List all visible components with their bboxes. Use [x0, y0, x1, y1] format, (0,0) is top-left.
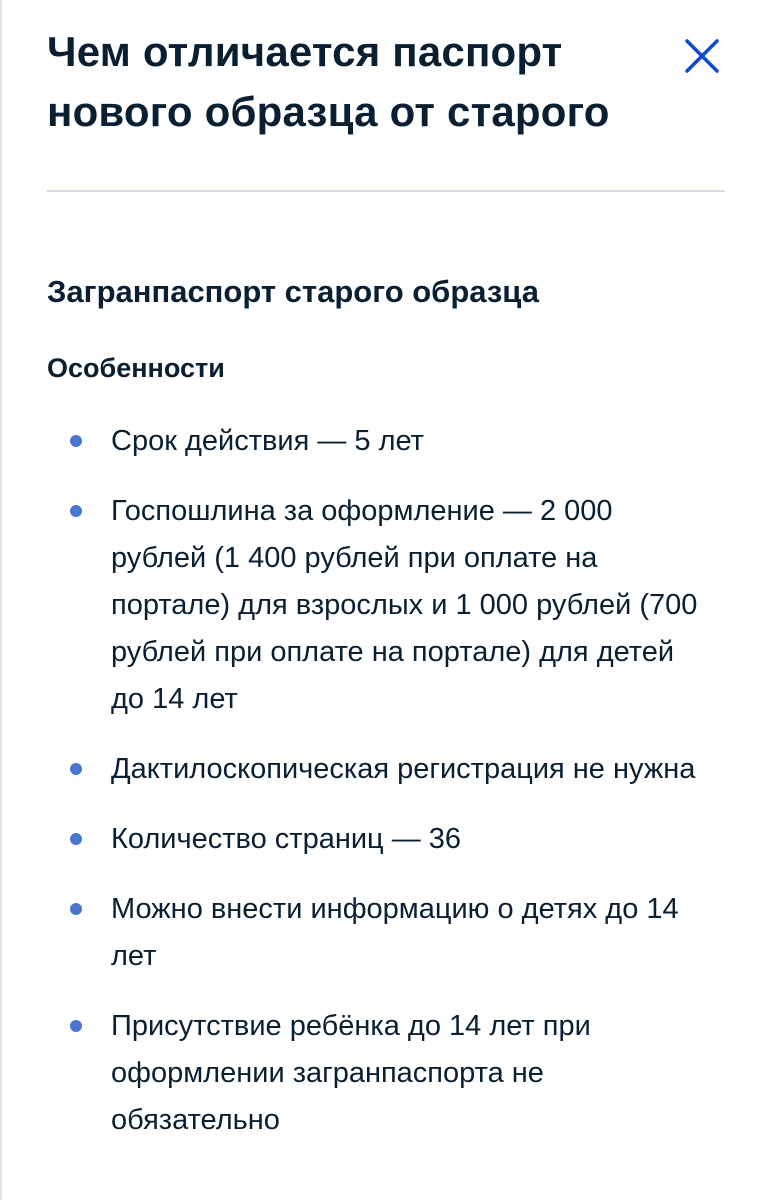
list-item-text: Госпошлина за оформление — 2 000 рублей (1 400 рублей при оплате на портале) для взрослых и 1 000 рублей (700 рублей при оплате на портале) для детей до 14 лет: [111, 495, 698, 715]
dialog-title: Чем отличается паспорт нового образца от старого: [47, 28, 610, 135]
features-list: [47, 418, 707, 1167]
list-item-text: Срок действия — 5 лет: [111, 425, 424, 457]
bullet-dot-icon: [70, 1020, 82, 1032]
list-item-text: Можно внести информацию о детях до 14 лет: [111, 893, 679, 972]
list-item: [47, 488, 707, 723]
list-item-text: Количество страниц — 36: [111, 823, 462, 855]
bullet-dot-icon: [70, 833, 82, 845]
bullet-dot-icon: [70, 903, 82, 915]
list-item: [47, 816, 707, 863]
bullet-dot-icon: [70, 505, 82, 517]
close-button[interactable]: [676, 30, 728, 82]
bullet-dot-icon: [70, 435, 82, 447]
list-item-text: Присутствие ребёнка до 14 лет при оформлении загранпаспорта не обязательно: [111, 1010, 591, 1136]
section-title: Загранпаспорт старого образца: [47, 274, 539, 309]
list-item: [47, 886, 707, 980]
list-item: [47, 746, 707, 793]
header-divider: [47, 190, 725, 192]
dialog-header: [47, 22, 707, 142]
bullet-dot-icon: [70, 763, 82, 775]
list-item-text: Дактилоскопическая регистрация не нужна: [111, 753, 696, 785]
panel-left-edge: [0, 0, 2, 1200]
list-item: [47, 418, 707, 465]
features-subtitle: Особенности: [47, 353, 225, 383]
close-icon: [683, 37, 721, 75]
list-item: [47, 1003, 707, 1144]
